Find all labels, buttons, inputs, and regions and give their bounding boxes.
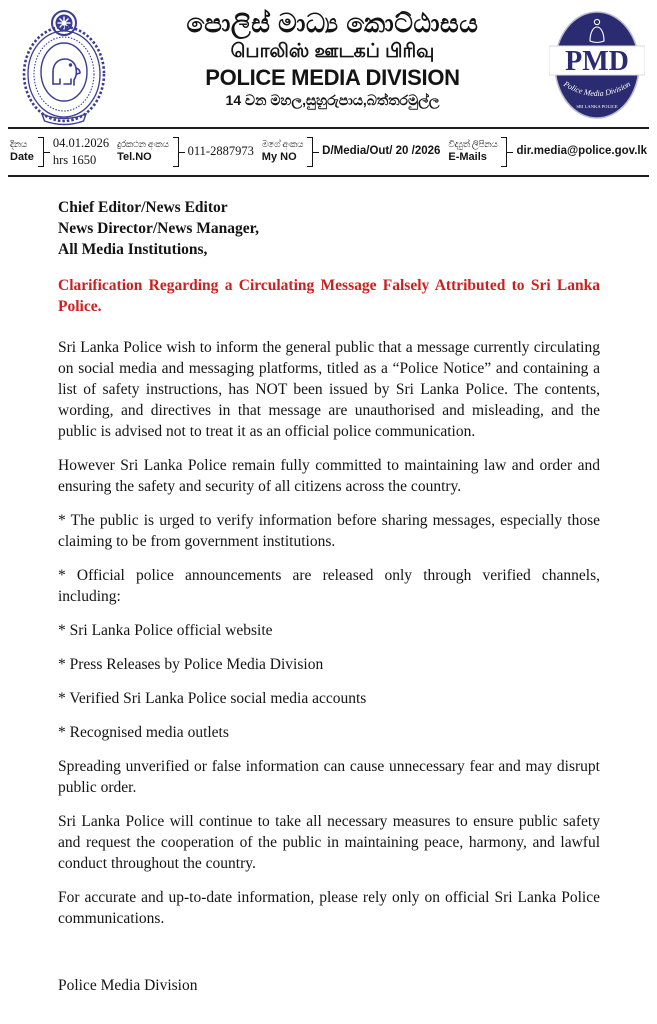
meta-field-myno-labels bbox=[262, 139, 303, 165]
date-value-line1: 04.01.2026 bbox=[52, 136, 110, 151]
meta-field-emails-labels bbox=[448, 139, 497, 165]
recipient-block bbox=[58, 197, 600, 260]
letter-meta-row bbox=[0, 129, 657, 175]
pmd-seal-svg bbox=[549, 8, 645, 130]
paragraph: * The public is urged to verify information before sharing messages, especially those claiming to be from government institutions. bbox=[58, 512, 600, 550]
bullet-item: * Verified Sri Lanka Police social media accounts bbox=[58, 690, 367, 707]
telno-value: 011-2887973 bbox=[187, 144, 254, 159]
date-value-line2: hrs 1650 bbox=[52, 152, 97, 167]
paragraph: For accurate and up-to-date information, please rely only on official Sri Lanka Police communications. bbox=[58, 889, 600, 927]
bracket-icon bbox=[307, 137, 313, 167]
paragraph: Sri Lanka Police wish to inform the general public that a message currently circulating on social media and messaging platforms, titled as a “Police Notice” and containing a list of safety instructions, has NOT been issued by Sri Lanka Police. The contents, wording, and directives in that message are unauthorised and misleading, and the public is advised not to treat it as an official police communication. bbox=[58, 339, 600, 440]
myno-label-sinhala: මගේ අංකය bbox=[261, 138, 304, 149]
telno-label-sinhala: දුරකථන අංකය bbox=[117, 138, 169, 149]
myno-label: My NO bbox=[261, 151, 297, 164]
paragraph: However Sri Lanka Police remain fully committed to maintaining law and order and ensuring the safety and security of all citizens across the country. bbox=[58, 457, 600, 495]
meta-field-date bbox=[10, 135, 109, 168]
bracket-icon bbox=[173, 137, 179, 167]
emails-value: dir.media@police.gov.lk bbox=[516, 145, 647, 158]
date-label-sinhala: දිනය bbox=[10, 138, 27, 149]
meta-field-telno-labels bbox=[117, 139, 169, 165]
bracket-icon bbox=[38, 137, 44, 167]
meta-field-telno bbox=[117, 137, 254, 167]
police-crest-svg bbox=[12, 8, 116, 132]
bullet-item: * Sri Lanka Police official website bbox=[58, 622, 273, 639]
meta-field-date-labels bbox=[10, 139, 34, 165]
signature: Police Media Division bbox=[58, 977, 198, 994]
recipient-line: News Director/News Manager, bbox=[58, 220, 260, 237]
emails-label-sinhala: විද්‍යුත් ලිපිනය bbox=[448, 138, 498, 149]
myno-value: D/Media/Out/ 20 /2026 bbox=[322, 145, 441, 158]
org-title-english: POLICE MEDIA DIVISION bbox=[205, 64, 460, 90]
org-address: 14 වන මහල,සුහුරුපාය,බත්තරමුල්ල bbox=[225, 92, 440, 109]
paragraph: * Official police announcements are released only through verified channels, including: bbox=[58, 567, 600, 605]
emails-label: E-Mails bbox=[448, 151, 487, 164]
letterhead bbox=[0, 0, 657, 127]
date-label: Date bbox=[10, 151, 34, 164]
letterhead-titles bbox=[118, 6, 547, 110]
police-crest-icon bbox=[10, 6, 118, 132]
pmd-sub-text: SRI LANKA POLICE bbox=[576, 104, 618, 109]
bracket-icon bbox=[501, 137, 507, 167]
meta-field-emails bbox=[448, 137, 647, 167]
meta-field-myno bbox=[262, 137, 441, 167]
org-title-tamil: பொலிஸ் ஊடகப் பிரிவு bbox=[230, 41, 435, 63]
org-title-sinhala: පොලිස් මාධ්‍ය කොට්ඨාසය bbox=[186, 8, 479, 38]
paragraph: Sri Lanka Police will continue to take all necessary measures to ensure public safety and request the cooperation of the public in maintaining peace, harmony, and lawful conduct throughout the country. bbox=[58, 813, 600, 872]
subject-heading: Clarification Regarding a Circulating Message Falsely Attributed to Sri Lanka Police. bbox=[58, 277, 600, 315]
pmd-abbr: PMD bbox=[565, 46, 629, 77]
letter-body bbox=[0, 177, 657, 996]
bullet-item: * Press Releases by Police Media Division bbox=[58, 656, 324, 673]
pmd-curve-text: Police Media Division bbox=[562, 79, 632, 99]
pmd-seal-icon bbox=[547, 6, 647, 130]
paragraph: Spreading unverified or false information can cause unnecessary fear and may disrupt public order. bbox=[58, 758, 600, 796]
bullet-item: * Recognised media outlets bbox=[58, 724, 229, 741]
recipient-line: Chief Editor/News Editor bbox=[58, 199, 228, 216]
date-value bbox=[53, 135, 109, 168]
recipient-line: All Media Institutions, bbox=[58, 241, 208, 258]
telno-label: Tel.NO bbox=[117, 151, 152, 164]
